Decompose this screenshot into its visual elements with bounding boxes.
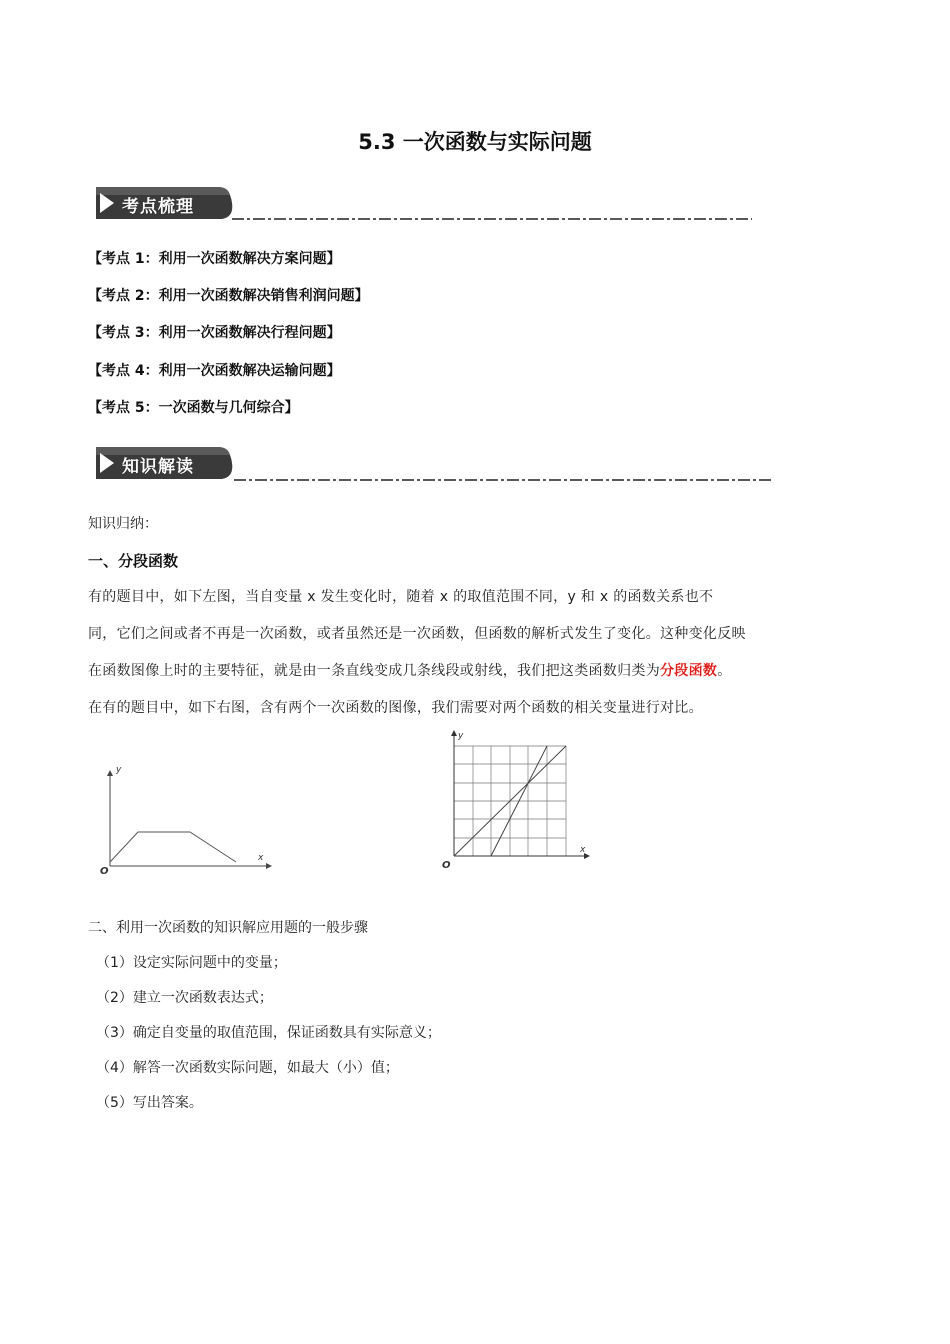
kaodian-item-5: 【考点 5：一次函数与几何综合】 (88, 400, 299, 416)
banner-label: 考点梳理 (122, 197, 194, 217)
highlight-term: 分段函数 (660, 663, 718, 679)
kaodian-item-3: 【考点 3：利用一次函数解决行程问题】 (88, 325, 341, 341)
x-label: x (258, 853, 264, 863)
line3-end: 。 (717, 663, 732, 679)
piecewise-line (110, 832, 236, 862)
section1-line3 (88, 661, 732, 681)
section1-line2: 同，它们之间或者不再是一次函数，或者虽然还是一次函数，但函数的解析式发生了变化。这种变化反映 (88, 626, 746, 642)
step-2: （2）建立一次函数表达式； (96, 990, 273, 1006)
section-banner-zhishi (90, 443, 238, 483)
kaodian-item-4: 【考点 4：利用一次函数解决运输问题】 (88, 363, 341, 379)
page-title: 5.3 一次函数与实际问题 (358, 130, 592, 154)
step-4: （4）解答一次函数实际问题，如最大（小）值； (96, 1060, 399, 1076)
line3-text: 在函数图像上时的主要特征，就是由一条直线变成几条线段或射线，我们把这类函数归类为 (88, 663, 660, 679)
step-1: （1）设定实际问题中的变量； (96, 955, 287, 971)
figure-piecewise-graph (96, 760, 276, 880)
kaodian-item-1: 【考点 1：利用一次函数解决方案问题】 (88, 251, 341, 267)
origin-label: O (100, 866, 109, 877)
banner-label: 知识解读 (122, 457, 194, 477)
section1-heading: 一、分段函数 (88, 552, 179, 570)
origin-label: O (442, 860, 451, 871)
section1-line1: 有的题目中，如下左图，当自变量 x 发生变化时，随着 x 的取值范围不同，y 和 x 的函数关系也不 (88, 589, 714, 605)
y-label: y (116, 765, 122, 775)
intro-text: 知识归纳： (88, 516, 158, 532)
section1-line4: 在有的题目中，如下右图，含有两个一次函数的图像，我们需要对两个函数的相关变量进行对比。 (88, 700, 703, 716)
dashed-divider (234, 478, 774, 482)
x-label: x (580, 845, 586, 855)
step-5: （5）写出答案。 (96, 1095, 203, 1111)
figure-two-lines-graph (436, 726, 596, 876)
y-label: y (458, 731, 464, 741)
dashed-divider (232, 217, 752, 221)
section-banner-kaodian (90, 183, 238, 223)
section2-heading: 二、利用一次函数的知识解应用题的一般步骤 (88, 920, 368, 936)
step-3: （3）确定自变量的取值范围，保证函数具有实际意义； (96, 1025, 441, 1041)
kaodian-item-2: 【考点 2：利用一次函数解决销售利润问题】 (88, 288, 369, 304)
